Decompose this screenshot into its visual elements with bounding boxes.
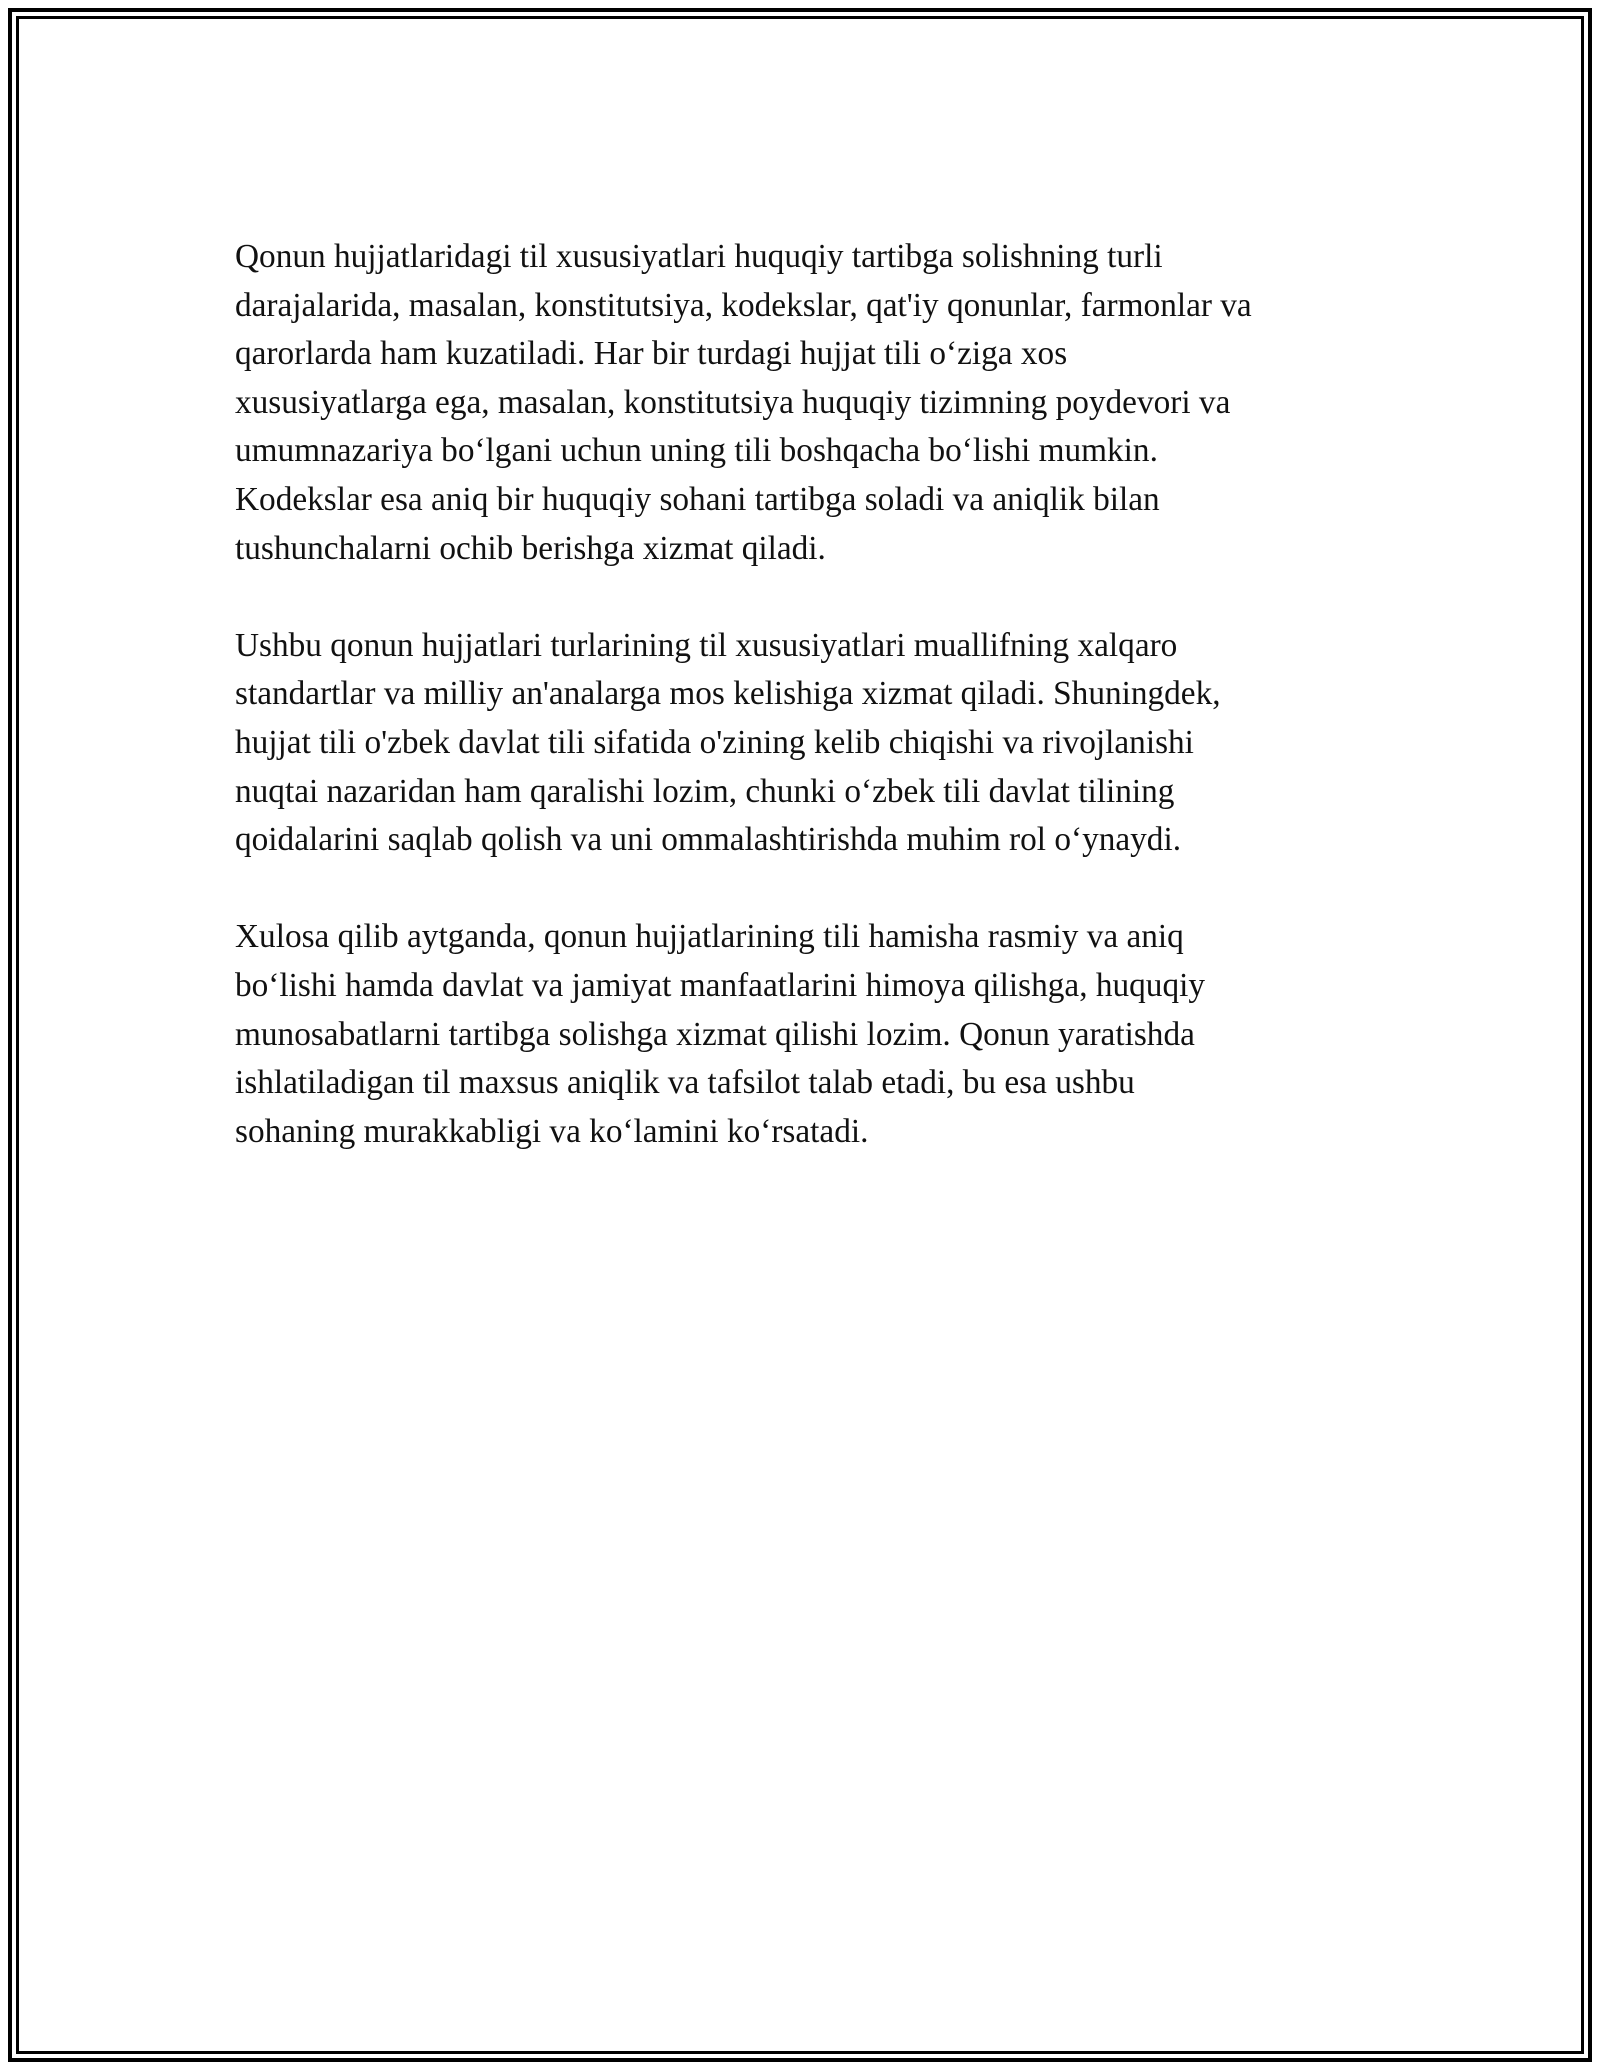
- paragraph-line: tushunchalarni ochib berishga xizmat qiladi.: [235, 529, 826, 567]
- paragraph-line: xususiyatlarga ega, masalan, konstitutsiya huquqiy tizimning poydevori va: [235, 383, 1231, 421]
- paragraph-line: Kodekslar esa aniq bir huquqiy sohani tartibga soladi va aniqlik bilan: [235, 480, 1160, 518]
- paragraph-line: Xulosa qilib aytganda, qonun hujjatlarining tili hamisha rasmiy va aniq: [235, 918, 1184, 956]
- paragraph-line: ishlatiladigan til maxsus aniqlik va tafsilot talab etadi, bu esa ushbu: [235, 1064, 1135, 1102]
- paragraph-2: [235, 622, 1375, 865]
- paragraph-line: hujjat tili o'zbek davlat tili sifatida o'zining kelib chiqishi va rivojlanishi: [235, 723, 1194, 761]
- paragraph-line: qoidalarini saqlab qolish va uni ommalashtirishda muhim rol o‘ynaydi.: [235, 821, 1182, 859]
- paragraph-line: qarorlarda ham kuzatiladi. Har bir turdagi hujjat tili o‘ziga xos: [235, 335, 1068, 373]
- document-body: [235, 233, 1375, 1205]
- paragraph-line: standartlar va milliy an'analarga mos kelishiga xizmat qiladi. Shuningdek,: [235, 675, 1221, 713]
- paragraph-line: Ushbu qonun hujjatlari turlarining til xususiyatlari muallifning xalqaro: [235, 626, 1178, 664]
- paragraph-3: [235, 913, 1375, 1156]
- paragraph-line: darajalarida, masalan, konstitutsiya, kodekslar, qat'iy qonunlar, farmonlar va: [235, 286, 1252, 324]
- paragraph-line: Qonun hujjatlaridagi til xususiyatlari huquqiy tartibga solishning turli: [235, 238, 1163, 275]
- paragraph-line: umumnazariya bo‘lgani uchun uning tili boshqacha bo‘lishi mumkin.: [235, 432, 1158, 470]
- paragraph-line: bo‘lishi hamda davlat va jamiyat manfaatlarini himoya qilishga, huquqiy: [235, 966, 1205, 1004]
- paragraph-line: sohaning murakkabligi va ko‘lamini ko‘rsatadi.: [235, 1112, 869, 1150]
- paragraph-line: nuqtai nazaridan ham qaralishi lozim, chunki o‘zbek tili davlat tilining: [235, 772, 1175, 810]
- paragraph-line: munosabatlarni tartibga solishga xizmat qilishi lozim. Qonun yaratishda: [235, 1015, 1195, 1053]
- paragraph-1: [235, 233, 1375, 573]
